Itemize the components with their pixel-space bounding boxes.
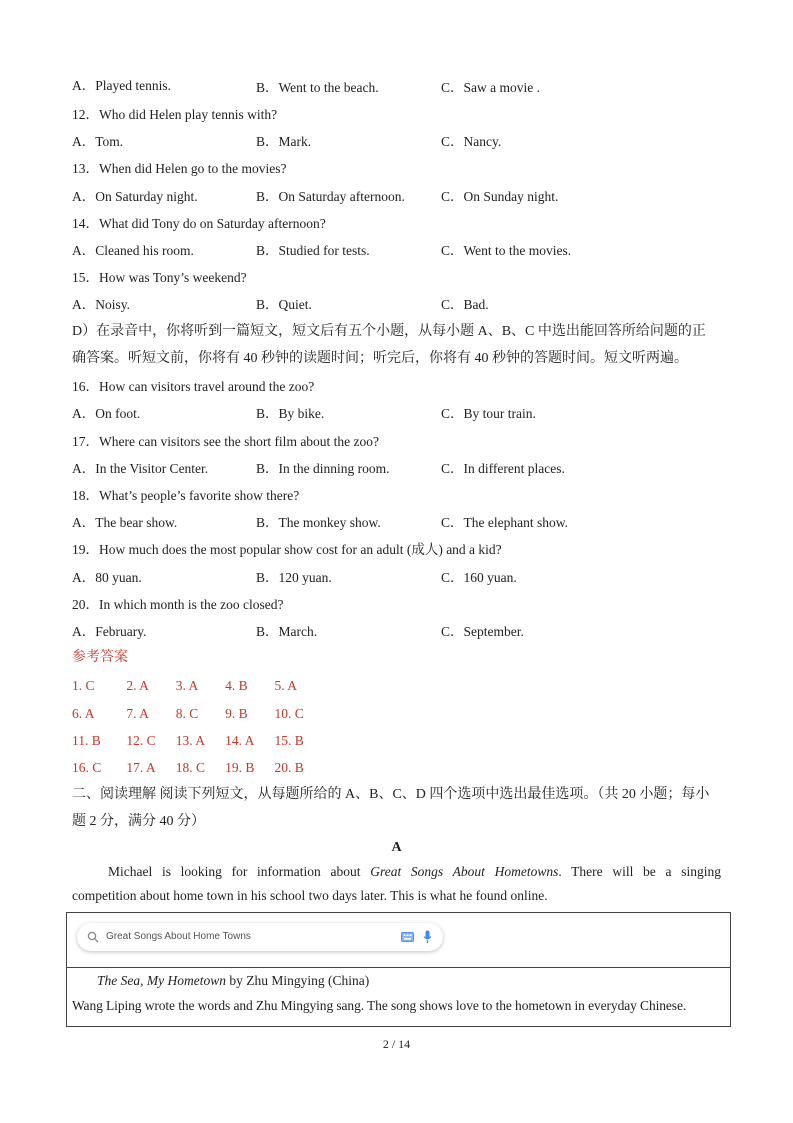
song-description: Wang Liping wrote the words and Zhu Mingying sang. The song shows love to the hometown in everyday Chinese. xyxy=(72,998,687,1013)
option-a: A．Played tennis. xyxy=(72,78,171,93)
answer-item: 15. B xyxy=(274,733,304,748)
answer-item: 6. A xyxy=(72,706,95,721)
answers-row-3 xyxy=(72,732,304,750)
section-2-line1: 二、阅读理解 阅读下列短文，从每题所给的 A、B、C、D 四个选项中选出最佳选项。（共 20 小题；每小 xyxy=(72,787,710,802)
answer-item: 16. C xyxy=(72,760,102,775)
question-16-stem: 16．How can visitors travel around the zoo? xyxy=(72,379,315,394)
passage-text: Michael is looking for information about xyxy=(108,864,371,879)
passage-paragraph xyxy=(72,860,721,908)
option-c: C．On Sunday night. xyxy=(441,189,559,204)
option-b: B．March. xyxy=(256,624,318,639)
question-14-stem: 14．What did Tony do on Saturday afternoon? xyxy=(72,216,326,231)
answer-item: 4. B xyxy=(225,678,248,693)
passage-heading: A xyxy=(391,840,402,855)
answer-item: 17. A xyxy=(126,760,156,775)
option-a: A．On foot. xyxy=(72,406,141,421)
answer-item: 13. A xyxy=(175,733,206,748)
answer-item: 20. B xyxy=(274,760,304,775)
question-18-stem: 18．What’s people’s favorite show there? xyxy=(72,488,300,503)
option-c: C．September. xyxy=(441,624,524,639)
passage-italic-title: Great Songs About Hometowns xyxy=(370,864,559,879)
question-13-stem: 13．When did Helen go to the movies? xyxy=(72,161,287,176)
answer-item: 8. C xyxy=(175,706,199,721)
search-icon xyxy=(87,931,99,943)
option-b: B．The monkey show. xyxy=(256,515,381,530)
option-b: B．On Saturday afternoon. xyxy=(256,189,405,204)
answer-item: 19. B xyxy=(225,760,255,775)
option-b: B．Quiet. xyxy=(256,297,312,312)
answer-item: 2. A xyxy=(126,678,149,693)
option-b: B．By bike. xyxy=(256,406,325,421)
song-artist: by Zhu Mingying (China) xyxy=(225,973,370,988)
option-b: B．Studied for tests. xyxy=(256,243,370,258)
search-screenshot-box xyxy=(66,912,731,968)
passage-text: . There will be a singing xyxy=(558,864,721,879)
option-a: A．Tom. xyxy=(72,134,124,149)
answer-item: 7. A xyxy=(126,706,149,721)
song-title: The Sea, My Hometown xyxy=(97,973,226,988)
option-a: A．On Saturday night. xyxy=(72,189,198,204)
option-a: A．Noisy. xyxy=(72,297,131,312)
section-2-line2: 题 2 分，满分 40 分） xyxy=(72,814,205,829)
question-15-stem: 15．How was Tony’s weekend? xyxy=(72,270,247,285)
question-19-stem: 19．How much does the most popular show cost for an adult (成人) and a kid? xyxy=(72,542,502,557)
option-c: C．In different places. xyxy=(441,461,565,476)
answer-item: 18. C xyxy=(175,760,206,775)
answer-item: 14. A xyxy=(225,733,255,748)
answer-item: 5. A xyxy=(274,678,298,693)
question-17-stem: 17．Where can visitors see the short film about the zoo? xyxy=(72,434,380,449)
answer-item: 3. A xyxy=(175,678,199,693)
option-a: A．Cleaned his room. xyxy=(72,243,194,258)
answer-item: 12. C xyxy=(126,733,156,748)
passage-line-1 xyxy=(72,860,721,884)
answers-row-4 xyxy=(72,759,304,777)
option-c: C．The elephant show. xyxy=(441,515,568,530)
option-c: C．Went to the movies. xyxy=(441,243,572,258)
song-title-line xyxy=(97,973,369,989)
answers-title: 参考答案 xyxy=(72,650,128,665)
section-2-instructions xyxy=(72,781,721,835)
question-12-stem: 12．Who did Helen play tennis with? xyxy=(72,107,278,122)
passage-line-2: competition about home town in his school two days later. This is what he found online. xyxy=(72,888,548,903)
option-a: A．February. xyxy=(72,624,147,639)
answer-item: 1. C xyxy=(72,678,95,693)
option-c: C．Saw a movie . xyxy=(441,80,540,95)
question-20-stem: 20．In which month is the zoo closed? xyxy=(72,597,284,612)
page-number: 2 / 14 xyxy=(382,1037,411,1051)
option-c: C．Nancy. xyxy=(441,134,502,149)
option-b: B．120 yuan. xyxy=(256,570,332,585)
section-d-line1: D）在录音中，你将听到一篇短文，短文后有五个小题，从每小题 A、B、C 中选出能回答所给问题的正 xyxy=(72,324,706,339)
option-c: C．By tour train. xyxy=(441,406,536,421)
option-b: B．Mark. xyxy=(256,134,312,149)
keyboard-icon[interactable] xyxy=(401,932,414,942)
answer-item: 10. C xyxy=(274,706,304,721)
answers-row-2 xyxy=(72,705,304,723)
search-input-text: Great Songs About Home Towns xyxy=(106,931,251,942)
answers-row-1 xyxy=(72,677,297,695)
answer-item: 11. B xyxy=(72,733,101,748)
song-entry-box xyxy=(66,967,731,1027)
search-bar[interactable] xyxy=(77,923,443,951)
option-c: C．160 yuan. xyxy=(441,570,517,585)
option-a: A．80 yuan. xyxy=(72,570,142,585)
option-b: B．Went to the beach. xyxy=(256,80,379,95)
option-a: A．The bear show. xyxy=(72,515,178,530)
answer-item: 9. B xyxy=(225,706,248,721)
section-d-line2: 确答案。听短文前，你将有 40 秒钟的读题时间；听完后，你将有 40 秒钟的答题时间。短文听两遍。 xyxy=(72,351,688,366)
option-c: C．Bad. xyxy=(441,297,489,312)
option-a: A．In the Visitor Center. xyxy=(72,461,209,476)
option-b: B．In the dinning room. xyxy=(256,461,390,476)
microphone-icon[interactable] xyxy=(423,930,432,944)
section-d-instructions xyxy=(72,318,721,372)
